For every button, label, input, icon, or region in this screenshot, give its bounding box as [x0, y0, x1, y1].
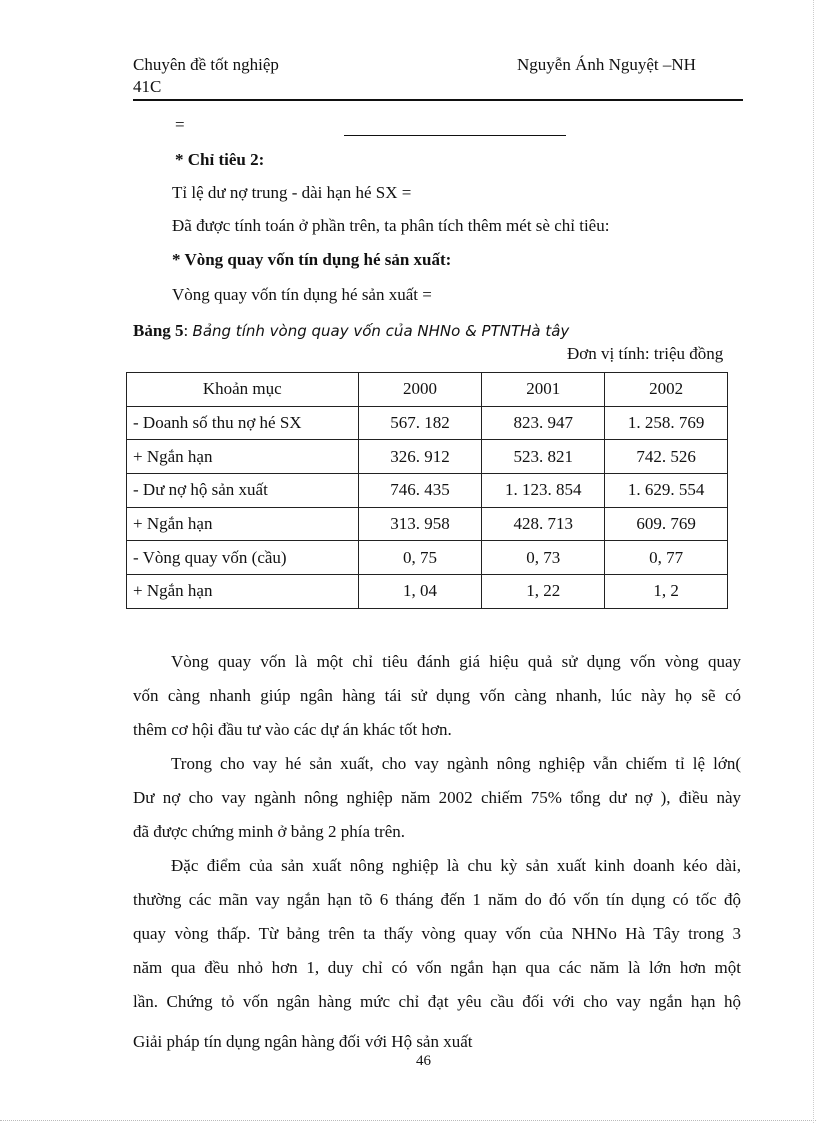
table-cell: 1, 04 [358, 575, 482, 609]
table-caption-title: Bảng tính vòng quay vốn của NHNo & PTNTHà tây [192, 322, 570, 340]
table-cell: + Ngắn hạn [127, 575, 359, 609]
formula-fraction-line [344, 135, 566, 136]
formula-equals: = [175, 115, 185, 134]
table-header-cell: 2002 [605, 373, 728, 407]
paragraph-3 [133, 849, 741, 1019]
table-cell: 0, 73 [482, 541, 605, 575]
table-cell: 0, 75 [358, 541, 482, 575]
table-cell: 313. 958 [358, 507, 482, 541]
table-header-cell: 2001 [482, 373, 605, 407]
page-edge-bottom [0, 1120, 816, 1121]
ratio-line: Tỉ lệ dư nợ trung - dài hạn hé SX = [172, 183, 412, 202]
table-row [127, 507, 728, 541]
paragraph-line: thường các mãn vay ngắn hạn tõ 6 tháng đến 1 năm do đó vốn tín dụng có tốc độ [133, 890, 741, 909]
table-unit: Đơn vị tính: triệu đồng [567, 344, 724, 363]
table-cell: 523. 821 [482, 440, 605, 474]
paragraph-line: Vòng quay vốn là một chỉ tiêu đánh giá hiệu quả sử dụng vốn vòng quay [171, 652, 741, 671]
table-cell: 609. 769 [605, 507, 728, 541]
header-author: Nguyễn Ánh Nguyệt –NH [517, 55, 696, 74]
table-cell: 428. 713 [482, 507, 605, 541]
table-cell: 1. 123. 854 [482, 474, 605, 508]
table-cell: - Doanh số thu nợ hé SX [127, 406, 359, 440]
paragraph-line: Đặc điểm của sản xuất nông nghiệp là chu kỳ sản xuất kinh doanh kéo dài, [171, 856, 741, 875]
page-edge-right [813, 0, 814, 1123]
paragraph-line: quay vòng thấp. Từ bảng trên ta thấy vòng quay vốn của NHNo Hà Tây trong 3 [133, 924, 741, 943]
table-row [127, 474, 728, 508]
table-row [127, 440, 728, 474]
paragraph-line: thêm cơ hội đầu tư vào các dự án khác tốt hơn. [133, 720, 452, 739]
table-cell: + Ngắn hạn [127, 507, 359, 541]
table-cell: 567. 182 [358, 406, 482, 440]
table-header-cell: 2000 [358, 373, 482, 407]
paragraph-line: lần. Chứng tỏ vốn ngân hàng mức chỉ đạt yêu cầu đối với cho vay ngắn hạn hộ [133, 992, 741, 1011]
table-caption [133, 321, 569, 341]
paragraph-line: Dư nợ cho vay ngành nông nghiệp năm 2002 chiếm 75% tổng dư nợ ), điều này [133, 788, 741, 807]
table-cell: 823. 947 [482, 406, 605, 440]
header-rule [133, 99, 743, 101]
turnover-table [126, 372, 728, 609]
paragraph-line: vốn càng nhanh giúp ngân hàng tái sử dụng vốn càng nhanh, lúc này họ sẽ có [133, 686, 741, 705]
header-left [133, 54, 279, 98]
turnover-line: Vòng quay vốn tín dụng hé sản xuất = [172, 285, 432, 304]
page-number: 46 [416, 1053, 431, 1069]
table-cell: 1. 258. 769 [605, 406, 728, 440]
paragraph-line: Trong cho vay hé sản xuất, cho vay ngành nông nghiệp vẫn chiếm tỉ lệ lớn( [171, 754, 741, 773]
table-cell: 0, 77 [605, 541, 728, 575]
table-header-row [127, 373, 728, 407]
paragraph-2 [133, 747, 741, 849]
table-row [127, 575, 728, 609]
table-cell: - Vòng quay vốn (cầu) [127, 541, 359, 575]
criterion-2-title: * Chỉ tiêu 2: [175, 150, 265, 169]
table-cell: 742. 526 [605, 440, 728, 474]
paragraph-1 [133, 645, 741, 747]
table-cell: 1, 2 [605, 575, 728, 609]
header-class: 41C [133, 77, 162, 96]
table-cell: - Dư nợ hộ sản xuất [127, 474, 359, 508]
table-cell: 746. 435 [358, 474, 482, 508]
table-cell: 326. 912 [358, 440, 482, 474]
computed-line: Đã được tính toán ở phần trên, ta phân tích thêm mét sè chỉ tiêu: [172, 216, 610, 235]
table-cell: 1. 629. 554 [605, 474, 728, 508]
footer-title: Giải pháp tín dụng ngân hàng đối với Hộ sản xuất [133, 1032, 473, 1051]
table-cell: 1, 22 [482, 575, 605, 609]
table-cell: + Ngắn hạn [127, 440, 359, 474]
header-subject: Chuyên đề tốt nghiệp [133, 55, 279, 74]
table-row [127, 406, 728, 440]
paragraph-line: đã được chứng minh ở bảng 2 phía trên. [133, 822, 405, 841]
table-header-cell: Khoản mục [127, 373, 359, 407]
turnover-title: * Vòng quay vốn tín dụng hé sản xuất: [172, 250, 452, 269]
table-caption-label: Bảng 5 [133, 321, 184, 340]
paragraph-line: năm qua đều nhỏ hơn 1, duy chỉ có vốn ngắn hạn qua các năm là lớn hơn một [133, 958, 741, 977]
table-caption-sep: : [183, 321, 189, 340]
table-row [127, 541, 728, 575]
